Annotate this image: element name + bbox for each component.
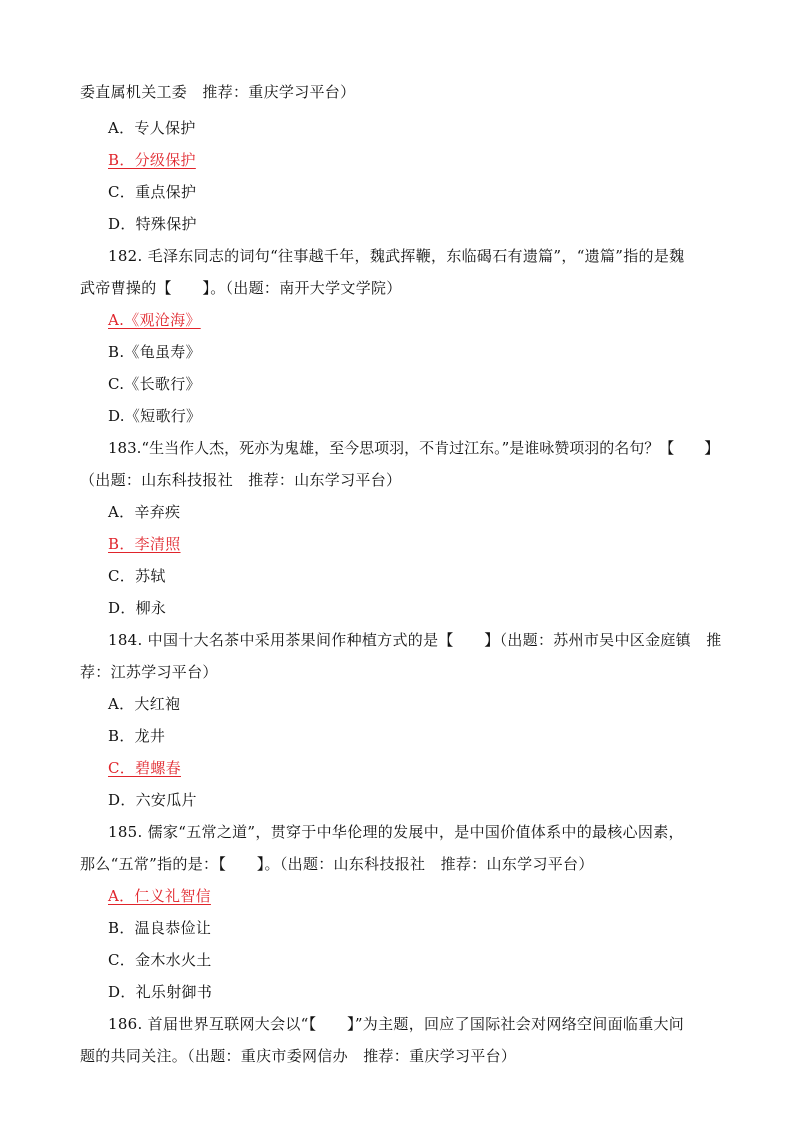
- question-182-option-b: B.《龟虽寿》: [108, 343, 201, 361]
- question-185-option-b: B．温良恭俭让: [108, 919, 212, 937]
- question-182-option-d: D.《短歌行》: [108, 407, 202, 425]
- question-185-option-d: D．礼乐射御书: [108, 983, 213, 1001]
- prev-option-a: A．专人保护: [108, 119, 196, 137]
- question-185-option-c: C．金木水火土: [108, 951, 212, 969]
- question-184-option-c-correct: C．碧螺春: [108, 759, 181, 777]
- question-183-option-c: C．苏轼: [108, 567, 166, 585]
- question-183-line-1: 183.“生当作人杰，死亦为鬼雄，至今思项羽，不肯过江东。”是谁咏赞项羽的名句？【 】: [108, 439, 720, 457]
- question-182-line-1: 182. 毛泽东同志的词句“往事越千年，魏武挥鞭，东临碣石有遗篇”，“遗篇”指的是魏: [108, 247, 685, 265]
- question-184-line-2: 荐：江苏学习平台）: [80, 663, 218, 681]
- prev-option-d: D．特殊保护: [108, 215, 197, 233]
- prev-option-c: C．重点保护: [108, 183, 197, 201]
- question-182-option-c: C.《长歌行》: [108, 375, 201, 393]
- question-183-option-a: A．辛弃疾: [108, 503, 181, 521]
- question-183-option-d: D．柳永: [108, 599, 167, 617]
- question-185-line-1: 185. 儒家“五常之道”，贯穿于中华伦理的发展中，是中国价值体系中的最核心因素，: [108, 823, 684, 841]
- question-183-line-2: （出题：山东科技报社 推荐：山东学习平台）: [80, 471, 402, 489]
- question-185-option-a-correct: A．仁义礼智信: [108, 887, 211, 905]
- question-185-line-2: 那么“五常”指的是：【 】。（出题：山东科技报社 推荐：山东学习平台）: [80, 855, 594, 873]
- question-184-option-a: A．大红袍: [108, 695, 181, 713]
- prev-question-tail: 委直属机关工委 推荐：重庆学习平台）: [80, 83, 356, 101]
- prev-option-b-correct: B．分级保护: [108, 151, 196, 169]
- question-182-option-a-correct: A.《观沧海》: [108, 311, 201, 329]
- question-183-option-b-correct: B．李清照: [108, 535, 181, 553]
- question-182-line-2: 武帝曹操的【 】。（出题：南开大学文学院）: [80, 279, 402, 297]
- question-184-option-d: D．六安瓜片: [108, 791, 197, 809]
- question-184-line-1: 184. 中国十大名茶中采用茶果间作种植方式的是【 】（出题：苏州市吴中区金庭镇 推: [108, 631, 722, 649]
- question-184-option-b: B．龙井: [108, 727, 166, 745]
- question-186-line-1: 186. 首届世界互联网大会以“【 】”为主题，回应了国际社会对网络空间面临重大问: [108, 1015, 685, 1033]
- question-186-line-2: 题的共同关注。（出题：重庆市委网信办 推荐：重庆学习平台）: [80, 1047, 517, 1065]
